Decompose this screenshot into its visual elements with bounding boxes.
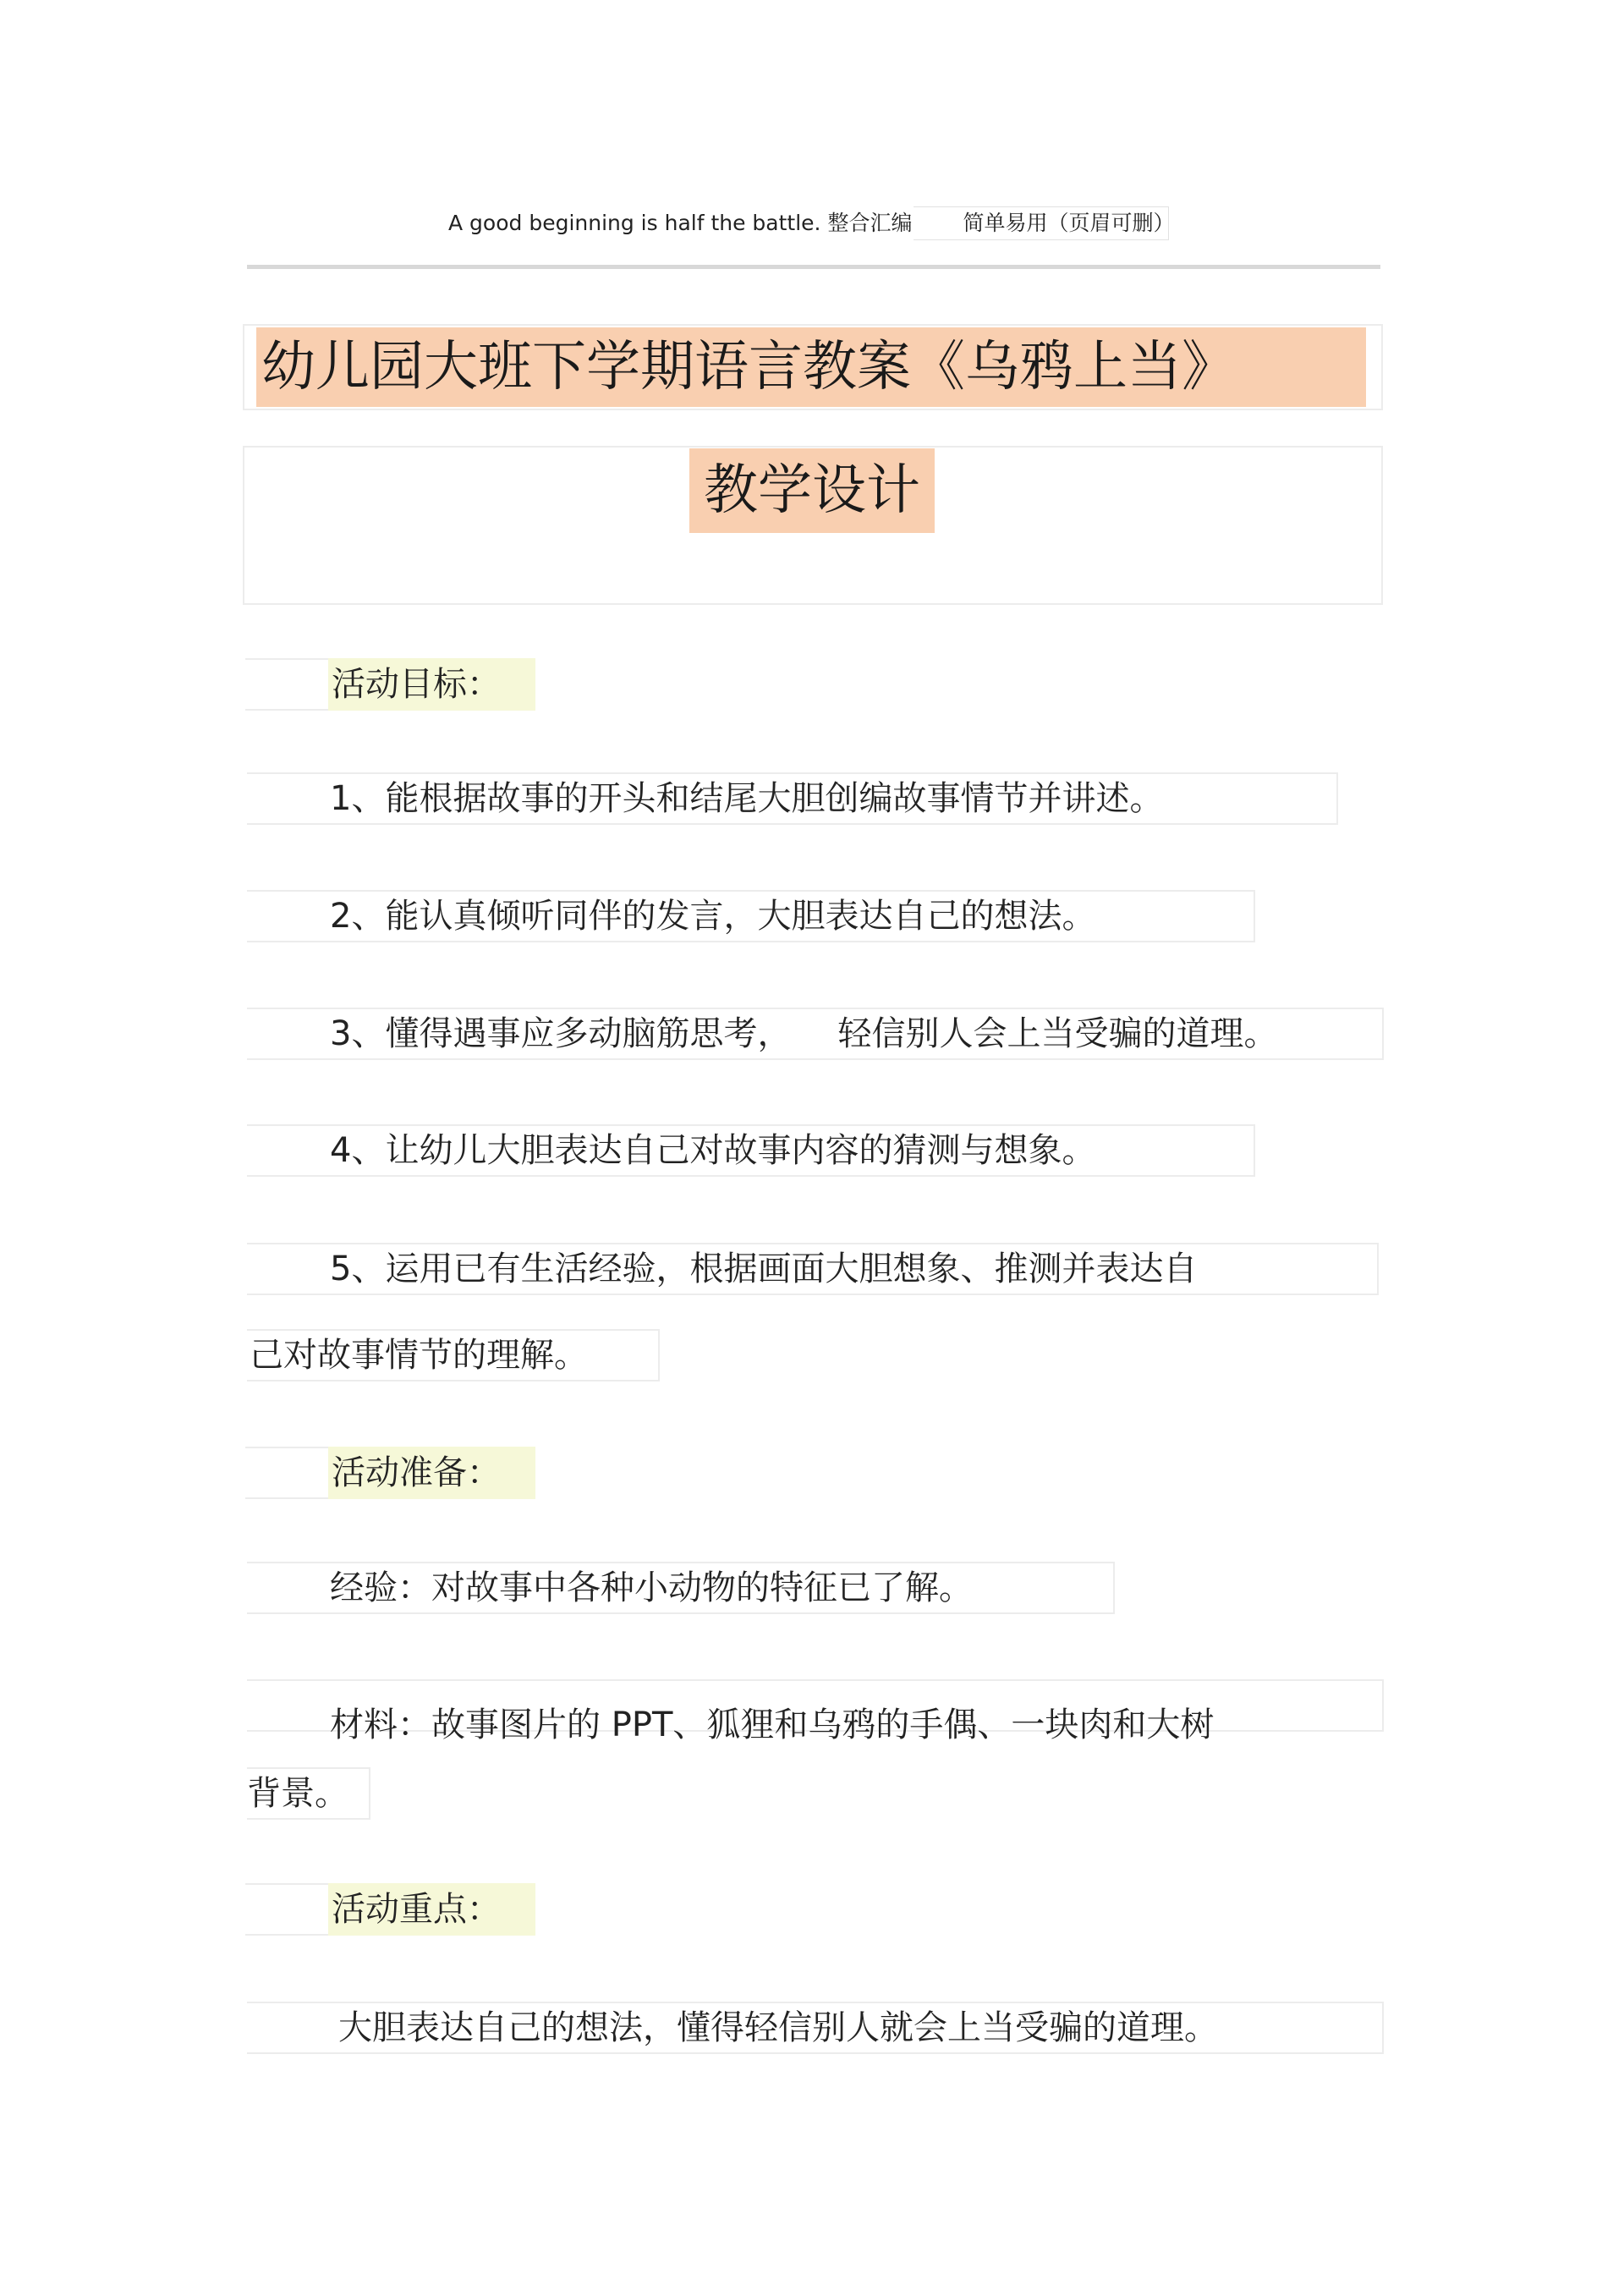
- goal-item-2: 2、能认真倾听同伴的发言，大胆表达自己的想法。: [330, 897, 1096, 936]
- document-title: 幼儿园大班下学期语言教案《乌鸦上当》: [256, 327, 1366, 407]
- prep-experience: 经验：对故事中各种小动物的特征已了解。: [330, 1568, 973, 1607]
- prep-materials: 材料：故事图片的 PPT、狐狸和乌鸦的手偶、一块肉和大树: [330, 1706, 1215, 1744]
- document-subtitle: 教学设计: [689, 448, 935, 533]
- goal-item-3: 3、懂得遇事应多动脑筋思考， 轻信别人会上当受骗的道理。: [330, 1014, 1278, 1053]
- focus-text: 大胆表达自己的想法，懂得轻信别人就会上当受骗的道理。: [338, 2008, 1218, 2047]
- prep-materials-continued: 背景。: [247, 1774, 348, 1813]
- section-heading-focus: 活动重点：: [328, 1883, 535, 1936]
- header-note: 简单易用（页眉可删）: [963, 211, 1175, 235]
- section-heading-prep: 活动准备：: [328, 1447, 535, 1499]
- goal-item-5-continued: 己对故事情节的理解。: [250, 1336, 588, 1375]
- goal-item-5: 5、运用已有生活经验，根据画面大胆想象、推测并表达自: [330, 1250, 1198, 1288]
- goal-item-4: 4、让幼儿大胆表达自己对故事内容的猜测与想象。: [330, 1131, 1096, 1170]
- goal-item-1: 1、能根据故事的开头和结尾大胆创编故事情节并讲述。: [330, 779, 1164, 818]
- header-note-frame: [914, 206, 1169, 240]
- header-divider: [247, 265, 1380, 269]
- section-heading-goals: 活动目标：: [328, 658, 535, 711]
- header-slogan: A good beginning is half the battle. 整合汇编: [448, 211, 913, 235]
